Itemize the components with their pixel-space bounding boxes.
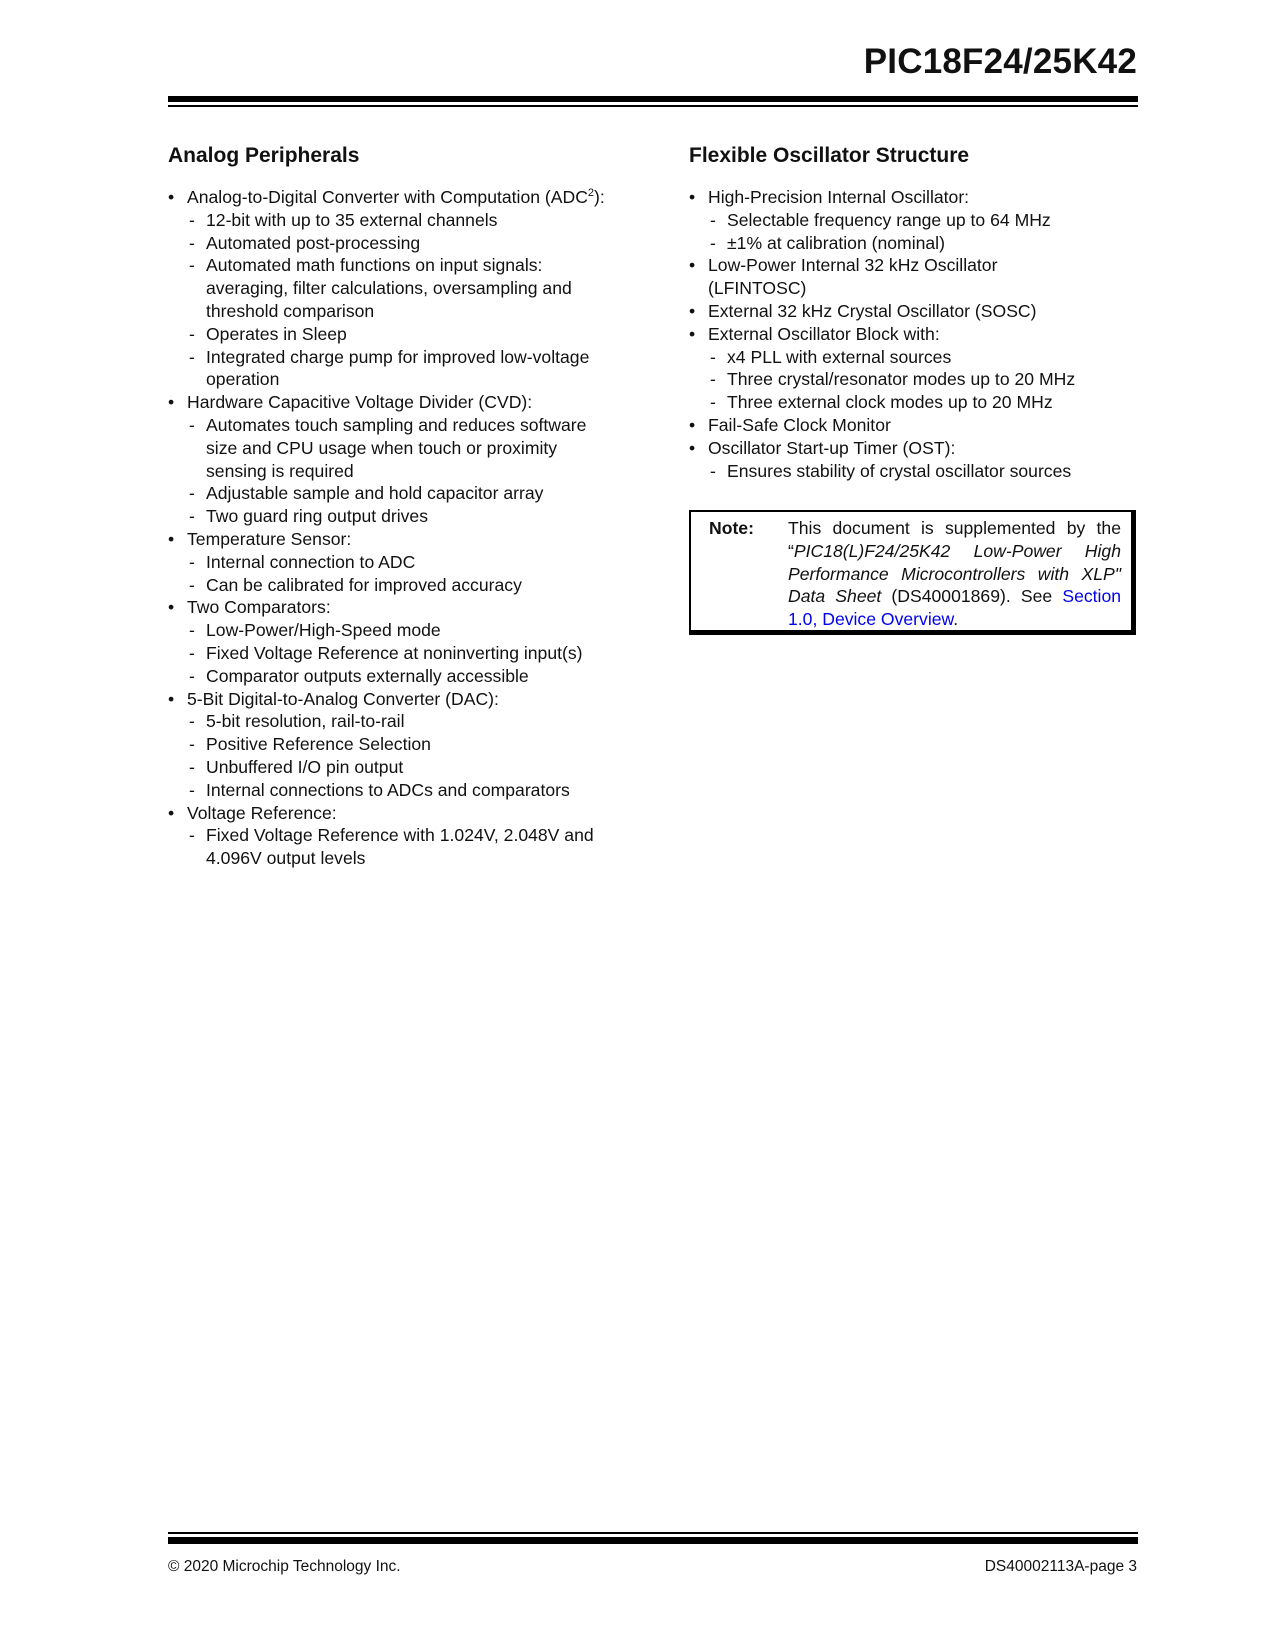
item-label: External Oscillator Block with: [708,323,940,344]
list-item [689,323,1144,414]
section-title: Flexible Oscillator Structure [689,144,970,167]
superscript: 2 [587,187,595,200]
sub-item: - Comparator outputs externally accessible [187,665,608,688]
section-title: Analog Peripherals [168,144,360,167]
footer-copyright: © 2020 Microchip Technology Inc. [168,1558,401,1575]
sub-item: - Adjustable sample and hold capacitor array [187,482,608,505]
note-doc-reference: PIC18(L)F24/25K42 Low-Power High Performance Microcontrollers with XLP" Data Sheet [788,540,1121,607]
list-item: • Fail-Safe Clock Monitor [689,414,1144,437]
sub-list [187,414,608,528]
list-item: • External 32 kHz Crystal Oscillator (SOSC) [689,300,1144,323]
feature-list [168,186,608,870]
list-item [168,688,608,802]
document-title: PIC18F24/25K42 [863,42,1137,81]
sub-item: - Can be calibrated for improved accuracy [187,574,608,597]
sub-item: - Integrated charge pump for improved low-voltage operation [187,346,608,392]
sub-item: - Unbuffered I/O pin output [187,756,608,779]
note-text-before: This document is supplemented by the “ [788,518,1121,561]
sub-item: - Three external clock modes up to 20 MHz [708,391,1144,414]
sub-list [187,710,608,801]
footer-rule-thin [168,1532,1138,1534]
header-rule-thick [168,96,1138,102]
sub-item: - Three crystal/resonator modes up to 20 MHz [708,368,1144,391]
note-text-end: . [953,609,959,630]
oscillator-section [689,142,1144,482]
list-item [168,802,608,870]
sub-list [708,460,1144,483]
sub-item: - 5-bit resolution, rail-to-rail [187,710,608,733]
sub-item: - Operates in Sleep [187,323,608,346]
analog-peripherals-section [168,142,608,870]
sub-list [187,551,608,597]
list-item [689,186,1144,254]
note-box [689,510,1136,635]
list-item [168,528,608,596]
sub-item: - Automates touch sampling and reduces software size and CPU usage when touch or proximity sensing is required [187,414,608,482]
list-item [168,391,608,528]
item-label: Analog-to-Digital Converter with Computation (ADC [187,187,588,207]
sub-item: - ±1% at calibration (nominal) [708,232,1144,255]
list-item: • Low-Power Internal 32 kHz Oscillator (LFINTOSC) [689,254,1038,300]
feature-list [689,186,1144,482]
sub-item: - Low-Power/High-Speed mode [187,619,608,642]
item-label: Hardware Capacitive Voltage Divider (CVD): [187,392,533,413]
list-item [168,596,608,687]
sub-item: - Automated math functions on input signals: averaging, filter calculations, oversampling and threshold comparison [187,254,608,322]
item-label: Oscillator Start-up Timer (OST): [708,437,956,458]
item-label: Voltage Reference: [187,802,337,823]
item-label: Temperature Sensor: [187,528,352,549]
item-label: High-Precision Internal Oscillator: [708,187,970,207]
sub-list [187,824,608,870]
item-label: Two Comparators: [187,597,331,618]
sub-item: - Two guard ring output drives [187,505,608,528]
note-text-after: (DS40001869). See [881,586,1063,607]
sub-item: - Selectable frequency range up to 64 MHz [708,209,1144,232]
sub-item: - Automated post-processing [187,232,608,255]
section-link[interactable]: Section 1.0, Device Overview [788,586,1122,630]
sub-item: - Internal connections to ADCs and comparators [187,779,608,802]
item-label: 5-Bit Digital-to-Analog Converter (DAC): [187,688,499,709]
sub-item: - Fixed Voltage Reference at noninverting input(s) [187,642,608,665]
sub-item: - Positive Reference Selection [187,733,608,756]
footer-rule-thick [168,1537,1138,1544]
item-label-suffix: ): [594,187,605,207]
sub-list [187,209,608,391]
note-label: Note: [709,518,754,538]
sub-item: - Internal connection to ADC [187,551,608,574]
header-rule-thin [168,105,1138,107]
sub-item: - Fixed Voltage Reference with 1.024V, 2.048V and 4.096V output levels [187,824,608,870]
list-item [689,437,1144,483]
sub-item: - x4 PLL with external sources [708,346,1144,369]
sub-list [708,346,1144,414]
sub-item: - Ensures stability of crystal oscillator sources [708,460,1144,483]
list-item [168,186,608,391]
note-text [788,517,1121,631]
footer-page-number: DS40002113A-page 3 [984,1558,1137,1575]
sub-list [708,209,1144,255]
sub-list [187,619,608,687]
sub-item: - 12-bit with up to 35 external channels [187,209,608,232]
